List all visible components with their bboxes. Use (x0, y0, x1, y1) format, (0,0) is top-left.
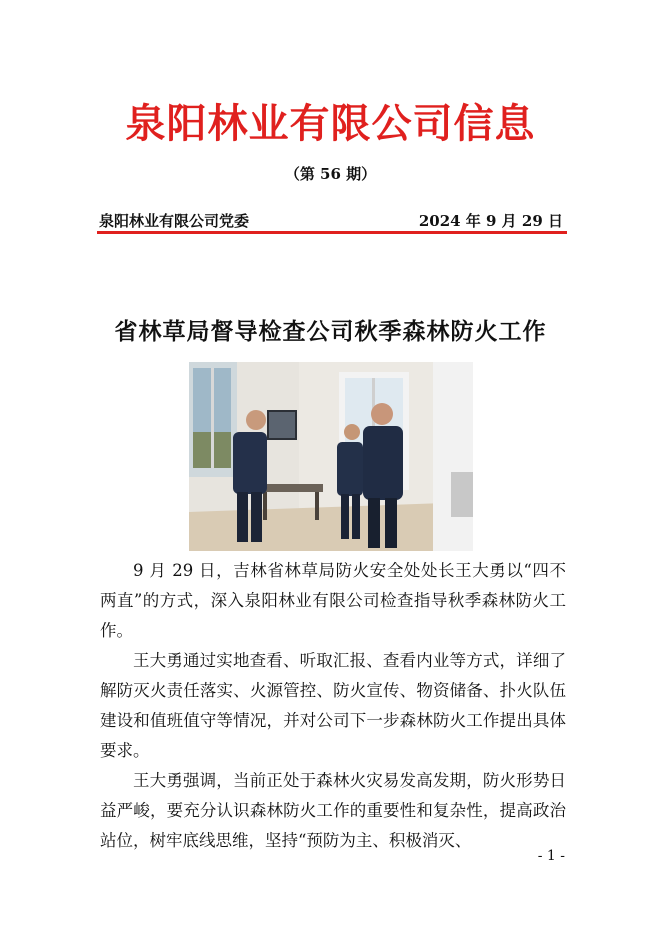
article-body (100, 556, 566, 856)
red-divider-line (97, 231, 567, 234)
issue-number: （第 56 期） (284, 165, 377, 183)
article-headline: 省林草局督导检查公司秋季森林防火工作 (114, 319, 547, 345)
issue-date: 2024 年 9 月 29 日 (418, 212, 563, 230)
issuer-name: 泉阳林业有限公司党委 (99, 212, 250, 230)
paragraph: 9 月 29 日，吉林省林草局防火安全处处长王大勇以“四不两直”的方式，深入泉阳林业有限公司检查指导秋季森林防火工作。 (100, 561, 566, 640)
meeting-photo (189, 362, 473, 551)
paragraph: 王大勇通过实地查看、听取汇报、查看内业等方式，详细了解防灭火责任落实、火源管控、防火宣传、物资储备、扑火队伍建设和值班值守等情况，并对公司下一步森林防火工作提出具体要求。 (100, 651, 566, 760)
paragraph: 王大勇强调，当前正处于森林火灾易发高发期，防火形势日益严峻，要充分认识森林防火工作的重要性和复杂性，提高政治站位，树牢底线思维，坚持“预防为主、积极消灭、 (100, 771, 566, 850)
masthead-title: 泉阳林业有限公司信息 (125, 101, 536, 147)
page-number: - 1 - (537, 848, 565, 864)
